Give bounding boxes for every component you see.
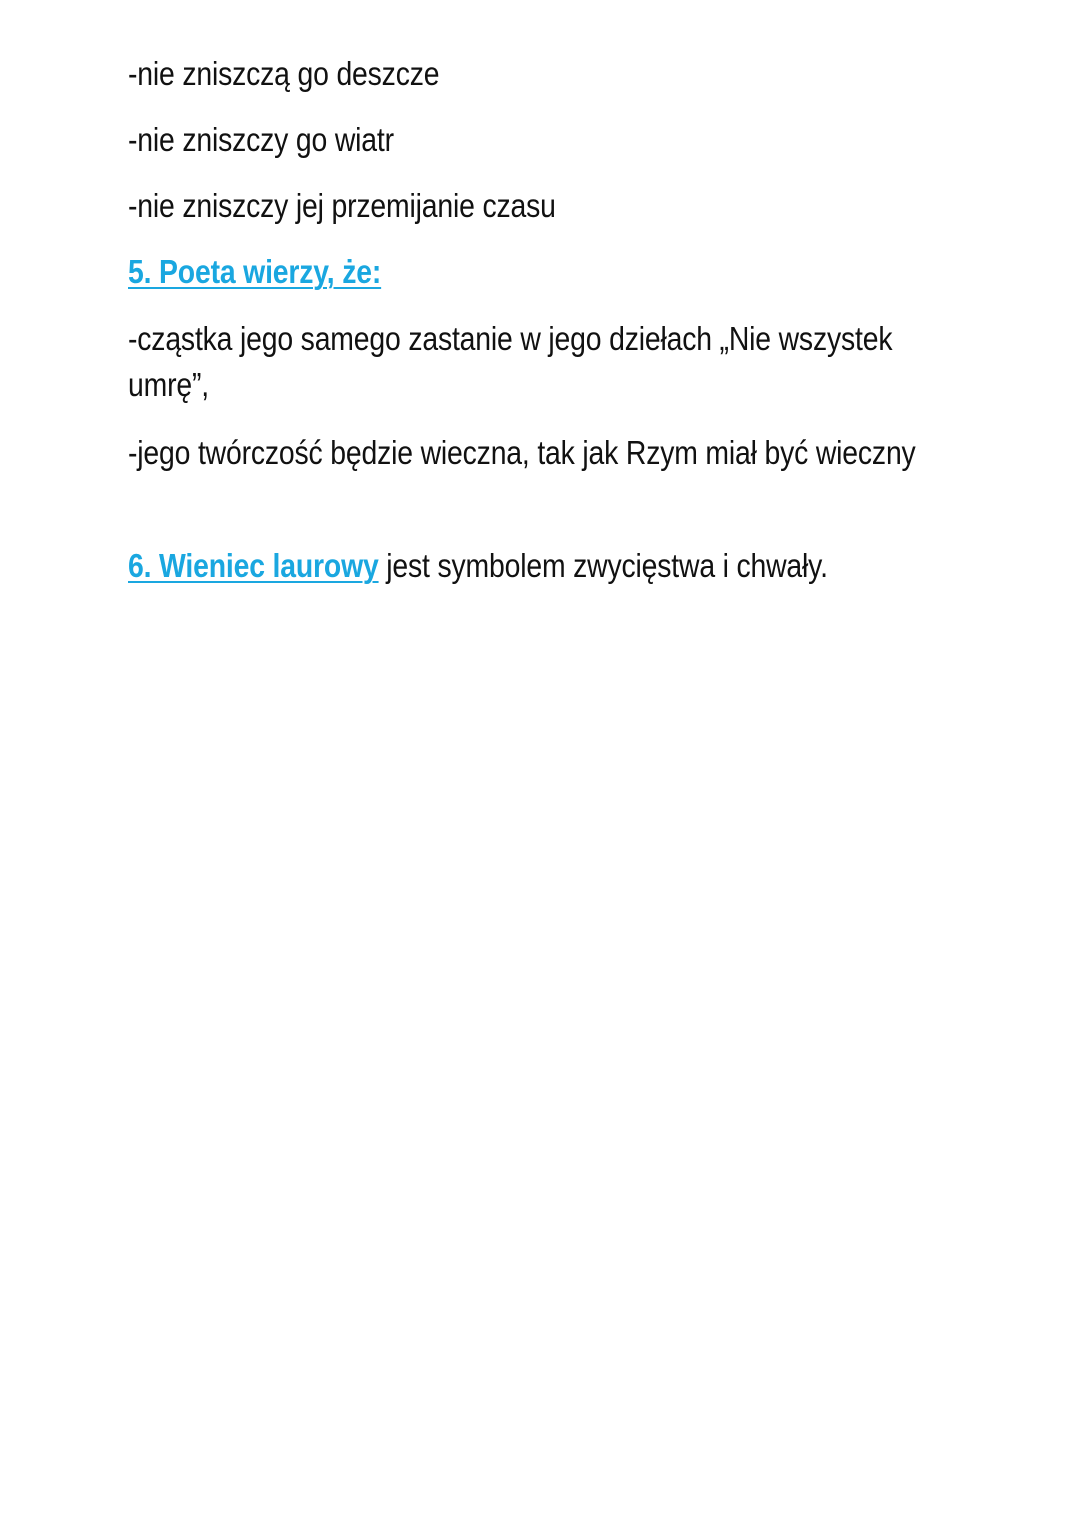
section5-item: -cząstka jego samego zastanie w jego dziełach „Nie wszystek umrę”, (128, 320, 893, 403)
bullet-line: -nie zniszczy jej przemijanie czasu (128, 187, 556, 224)
section-heading-5: 5. Poeta wierzy, że: (128, 253, 382, 290)
section-heading-6: 6. Wieniec laurowy (128, 547, 379, 584)
section5-item: -jego twórczość będzie wieczna, tak jak Rzym miał być wieczny (128, 434, 916, 471)
section6-text: jest symbolem zwycięstwa i chwały. (378, 547, 828, 584)
bullet-line: -nie zniszczy go wiatr (128, 121, 394, 158)
section6-paragraph (128, 544, 828, 588)
bullet-line: -nie zniszczą go deszcze (128, 55, 440, 92)
